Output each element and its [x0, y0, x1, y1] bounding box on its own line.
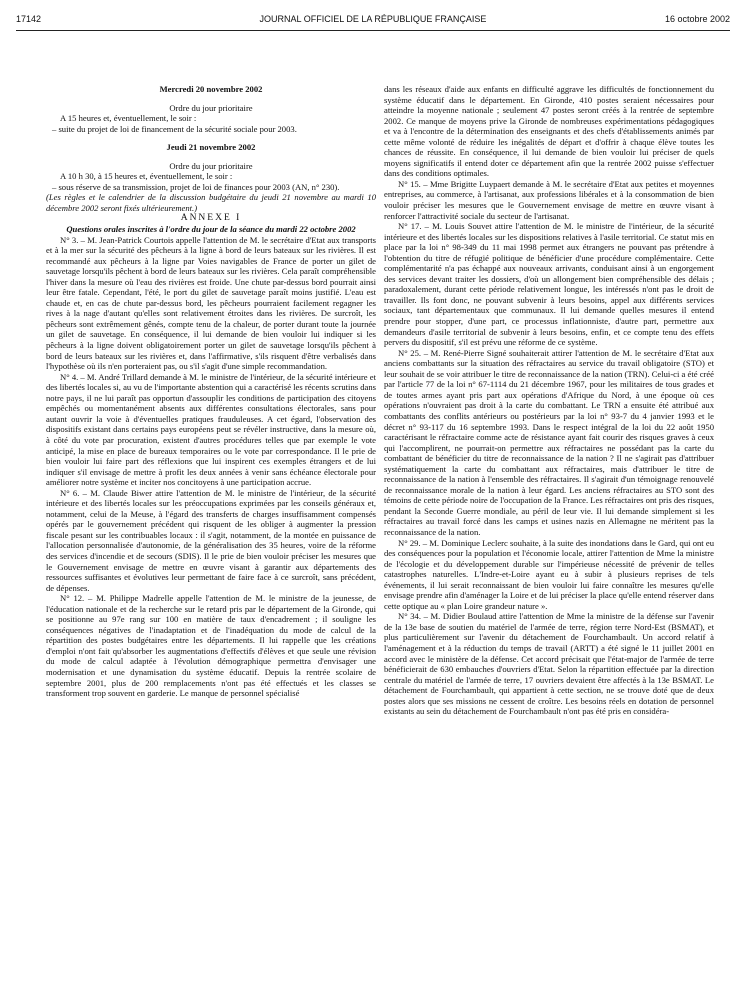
- question-15: N° 15. – Mme Brigitte Luypaert demande à M. le secrétaire d'Etat aux petites et moyennes entreprises, au commerce, à l'artisanat, aux professions libérales et à la consommation de bien vouloir préciser les mesures que le Gouvernement envisage de mettre en œuvre visant à renforcer l'attractivité sociale du secteur de l'artisanat.: [384, 178, 714, 221]
- question-17: N° 17. – M. Louis Souvet attire l'attention de M. le ministre de l'intérieur, de la sécurité intérieure et des libertés locales sur les dispositions relatives à l'asile territorial. Ce statut mis en place par la loi n° 98-349 du 11 mai 1998 permet aux étrangers ne pouvant pas prétendre à l'obtention du titre de réfugié politique de bénéficier d'une procédure complémentaire. Cette complémentarité n'a pas échappé aux nouveaux arrivants, conduisant ainsi à un engorgement des services devant traiter les dossiers, d'où un allongement bien compréhensible des délais ; paradoxalement, durant cette période relativement longue, les intéressés n'ont pas le droit de travailler. Ils font donc, ne pouvant subvenir à leurs besoins, appel aux différents services sociaux, tant départementaux que communaux. Il lui demande quelles mesures il entend prendre pour stopper, d'une part, ce processus inflationniste, d'autre part, permettre aux demandeurs d'asile territorial de subvenir à leurs besoins, enfin, et ce compte tenu des effets pervers du dispositif, s'il est prévu une réforme de ce système.: [384, 221, 714, 348]
- day2-time: A 10 h 30, à 15 heures et, éventuellement, le soir :: [60, 171, 233, 182]
- question-4: N° 4. – M. André Trillard demande à M. le ministre de l'intérieur, de la sécurité intérieure et des libertés locales si, au vu de l'importante abstention qui a caractérisé les récents scrutins dans notre pays, il ne lui paraît pas opportun d'assouplir les conditions de participation des citoyens empêchés ou momentanément absents aux différentes consultations électorales, sans pour autant ouvrir la voie à d'éventuelles pratiques frauduleuses. A cet égard, l'observation des dispositifs existant dans certains pays européens peut se révéler instructive, dans la mesure où, à côté du vote par procuration, existent d'autres procédures telles que par exemple le vote anticipé, la mise en place de bureaux temporaires ou le vote par correspondance. Il le prie de bien vouloir lui faire part des réflexions que lui inspirent ces exemples étrangers et de lui indiquer s'il envisage de mettre à profit les deux années à venir sans échéance électorale pour améliorer notre système et inciter nos concitoyens à une participation accrue.: [46, 371, 376, 488]
- day2-item: – sous réserve de sa transmission, projet de loi de finances pour 2003 (AN, n° 230).: [52, 181, 340, 192]
- question-25: N° 25. – M. René-Pierre Signé souhaiterait attirer l'attention de M. le secrétaire d'Etat aux anciens combattants sur la situation des réfractaires au service du travail obligatoire (STO) et leur souhait de se voir attribuer le titre de reconnaissance de la nation (TRN). Celui-ci a été créé par l'article 77 de la loi n° 67-1114 du 21 décembre 1967, pour les militaires de tous grades et de toutes armes ayant pris part aux opérations d'Afrique du Nord, à une époque où ces opérations n'ouvraient pas droit à la carte du combattant. Le TRN a ensuite été attribué aux combattants des conflits antérieurs ou postérieurs par la loi n° 93-7 du 4 janvier 1993 et le décret n° 93-117 du 16 septembre 1993. Dans le respect intégral de la loi du 22 août 1950 caractérisant le réfractaire comme acte de résistance ayant fait courir des risques graves à ceux qui l'accomplirent, ne pourrait-on permettre aux réfractaires ne possédant pas la carte du combattant de bénéficier du titre de reconnaissance de la nation ? Il ne s'agirait pas d'attribuer systématiquement la carte du combattant aux réfractaires, mais d'attribuer le titre de reconnaissance de la nation à l'ensemble des réfractaires. Il s'agirait d'un témoignage renouvelé de reconnaissance morale de la nation à leur égard. Les anciens réfractaires au STO sont des témoins de cette période noire de l'occupation de la France. Les réfractaires ont pris des risques, pendant la Seconde Guerre mondiale, au péril de leur vie. Il lui demande simplement si les réfractaires au travail forcé dans les camps et usines nazis en Allemagne ne méritent pas la reconnaissance de la nation.: [384, 347, 714, 537]
- question-29: N° 29. – M. Dominique Leclerc souhaite, à la suite des inondations dans le Gard, qui ont eu des conséquences pour la population et l'économie locale, attirer l'attention de Mme la ministre de l'écologie et du développement durable sur l'impérieuse nécessité de prévenir de telles catastrophes naturelles. L'Indre-et-Loire ayant eu à subir à plusieurs reprises de tels événements, il lui serait reconnaissant de bien vouloir lui faire connaître les mesures qu'elle envisage prendre afin d'aménager la Loire et de lui préciser la place qu'elle entend réserver dans cette optique au « plan Loire grandeur nature ».: [384, 537, 714, 611]
- page-header: [16, 14, 730, 28]
- journal-title: JOURNAL OFFICIEL DE LA RÉPUBLIQUE FRANÇAISE: [259, 14, 487, 24]
- day2-title: Jeudi 21 novembre 2002: [166, 142, 256, 153]
- question-34: N° 34. – M. Didier Boulaud attire l'attention de Mme la ministre de la défense sur l'avenir de la 13e base de soutien du matériel de l'armée de terre, région terre Nord-Est (BSMAT), et plus particulièrement sur l'avenir du détachement de Fourchambault. Un accord relatif à l'aménagement et à la réduction du temps de travail (ARTT) a été signé le 11 juillet 2001 en accord avec le ministère de la défense. Cet accord précisait que l'état-major de l'armée de terre bénéficierait de 630 embauches d'ouvriers d'Etat. Selon la répartition effectuée par la direction centrale du matériel de l'armée de terre, 17 ouvriers devaient être affectés à la 13e BSMAT. Le détachement de Fourchambault, qui appartient à cette section, ne se trouve doté que de deux postes alors que ses missions ne cessent de croître. Les besoins réels en dotation de personnel existants au sein du détachement de Fourchambault n'ont pas été pris en considéra-: [384, 611, 714, 717]
- question-3: N° 3. – M. Jean-Patrick Courtois appelle l'attention de M. le secrétaire d'Etat aux transports et à la mer sur la sécurité des pêcheurs à la ligne à bord de leurs bateaux sur les rivières. Il est recommandé aux pêcheurs à la ligne par Voies navigables de France de porter un gilet de sauvetage lorsqu'ils pêchent à bord de leurs bateaux sur les rivières. Cela paraît compréhensible l'hiver dans la mesure où l'eau des rivières est froide. Une chute par-dessus bord pourrait ainsi leur être fatale. Cependant, l'été, le port du gilet de sauvetage paraît moins justifié. L'eau est chaude et, en cas de chute par-dessus bord, les pêcheurs pourraient facilement regagner les rives à la nage d'autant qu'elles sont relativement étroites dans les rivières. De surcroît, les pêcheurs sont extrêmement gênés, compte tenu de la chaleur, de porter durant toute la journée un gilet de sauvetage. En conséquence, il lui demande de bien vouloir lui indiquer si les pêcheurs à la ligne doivent obligatoirement porter un gilet de sauvetage lorsqu'ils pêchent à bord de leurs bateaux sur les rivières et, dans l'affirmative, s'ils risquent d'être verbalisés dans l'hypothèse où ils n'en porteraient pas, ou s'il s'agit d'une simple recommandation.: [46, 234, 376, 372]
- issue-date: 16 octobre 2002: [664, 14, 730, 24]
- day2-order: Ordre du jour prioritaire: [169, 160, 253, 171]
- question-6: N° 6. – M. Claude Biwer attire l'attention de M. le ministre de l'intérieur, de la sécurité intérieure et des libertés locales sur les préoccupations exprimées par les conseils généraux et, notamment, celui de la Meuse, à l'égard des transferts de charges insuffisamment compensés opérés par le gouvernement précédent qui risquent de les obliger à augmenter la pression fiscale pesant sur les contribuables locaux : il s'agit, notamment, de la montée en puissance de l'allocation personnalisée d'autonomie, de la généralisation des 35 heures, voire de la réforme des services d'incendie et de secours (SDIS). Il le prie de bien vouloir préciser les mesures que le Gouvernement envisage de mettre en œuvre visant à garantir aux départements des ressources suffisantes et évolutives leur permettant de faire face à ce surcroît, sans précédent, de dépenses.: [46, 487, 376, 593]
- day1-order: Ordre du jour prioritaire: [169, 102, 253, 113]
- annexe-title: ANNEXE I: [180, 213, 242, 224]
- day1-time: A 15 heures et, éventuellement, le soir :: [60, 113, 197, 124]
- question-12-continued: dans les réseaux d'aide aux enfants en difficulté aggrave les difficultés de fonctionnement du système éducatif dans le département. En Gironde, 410 postes seraient nécessaires pour atteindre la moyenne nationale ; seulement 47 postes seront créés à la rentrée de septembre 2002. Ce manque de moyens prive la Gironde de nombreuses expérimentations pédagogiques et va à l'encontre de la détermination des enseignants et des chefs d'établissements animés par cette même volonté de réduire les inégalités de départ et d'offrir à chaque élève toutes les chances de réussite. En conséquence, il lui demande de bien vouloir lui préciser de quels moyens significatifs il entend doter ce département afin que la rentrée 2002 puisse s'effectuer dans des conditions optimales.: [384, 84, 714, 179]
- left-column: [46, 84, 376, 699]
- question-12: N° 12. – M. Philippe Madrelle appelle l'attention de M. le ministre de la jeunesse, de l'éducation nationale et de la recherche sur le retard pris par le département de la Gironde, qui se positionne au 97e rang sur 100 en matière de taux d'encadrement ; il souligne les conséquences négatives de l'inadaptation et de l'inadéquation du mode de calcul de la répartition des postes budgétaires entre les départements. Il lui rappelle que les créations d'emploi n'ont fait qu'absorber les augmentations d'effectifs d'élèves et que seule une révision du mode de calcul adaptée à l'évolution démographique permettra d'envisager une modernisation et une dynamisation du système éducatif. Depuis la rentrée scolaire de septembre 2001, plus de 200 remplacements n'ont pas été effectués et les classes se transforment trop souvent en garderie. Le manque de personnel spécialisé: [46, 593, 376, 699]
- questions-title: Questions orales inscrites à l'ordre du jour de la séance du mardi 22 octobre 2002: [66, 224, 356, 235]
- page-number: 17142: [16, 14, 42, 24]
- day1-title: Mercredi 20 novembre 2002: [159, 84, 263, 94]
- day1-item: – suite du projet de loi de financement de la sécurité sociale pour 2003.: [52, 123, 297, 134]
- right-column: [384, 84, 714, 717]
- header-rule: [16, 30, 730, 31]
- day2-note: (Les règles et le calendrier de la discussion budgétaire du jeudi 21 novembre au mardi 10 décembre 2002 seront fixés ultérieurement.): [46, 192, 376, 213]
